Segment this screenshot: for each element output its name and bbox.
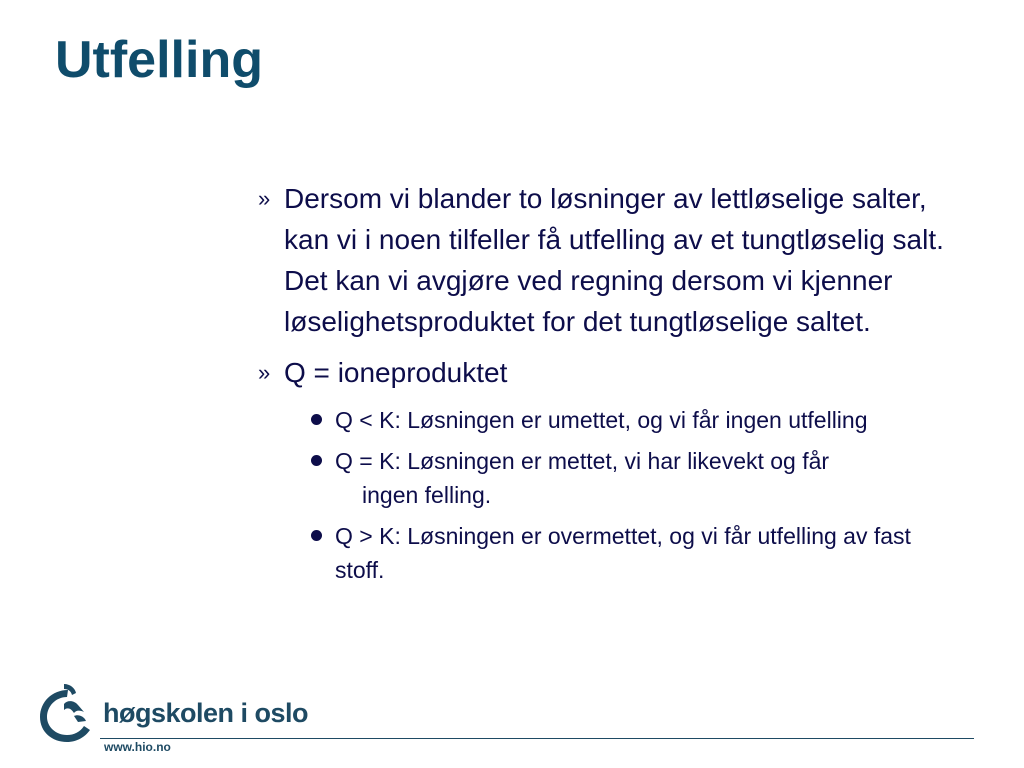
bullet-dot-icon <box>311 414 322 425</box>
footer-url: www.hio.no <box>104 740 171 754</box>
hio-logo-icon <box>34 680 96 746</box>
bullet-item <box>258 352 978 393</box>
subbullet-text: Q < K: Løsningen er umettet, og vi får ingen utfelling <box>335 407 868 433</box>
subbullet-text-line1: Q = K: Løsningen er mettet, vi har likevekt og får <box>335 448 830 474</box>
subbullet-text-part2: stoff. <box>335 557 385 583</box>
subbullet-text <box>335 519 965 587</box>
slide-body <box>258 178 978 594</box>
subbullet-text <box>335 444 975 512</box>
slide-title: Utfelling <box>55 31 263 89</box>
bullet-dot-icon <box>311 530 322 541</box>
bullet-dot-icon <box>311 455 322 466</box>
subbullet-text-line2: ingen felling. <box>362 482 492 508</box>
subbullet-item <box>310 519 978 587</box>
subbullet-item <box>310 403 978 437</box>
bullet-text: Dersom vi blander to løsninger av lettløselige salter, kan vi i noen tilfeller få utfelling av et tungtløselig salt. Det kan vi avgjøre ved regning dersom vi kjenner løselighetsproduktet for det tungtløselige saltet. <box>284 183 944 337</box>
logo-text: høgskolen i oslo <box>103 698 309 728</box>
bullet-item <box>258 178 978 342</box>
bullet-marker: » <box>258 360 271 385</box>
subbullet-text-part1: Q > K: Løsningen er overmettet, og vi får utfelling av fast <box>335 523 911 549</box>
bullet-marker: » <box>258 186 271 211</box>
footer-divider <box>100 738 974 739</box>
subbullet-item <box>310 444 978 512</box>
bullet-text: Q = ioneproduktet <box>284 357 508 388</box>
